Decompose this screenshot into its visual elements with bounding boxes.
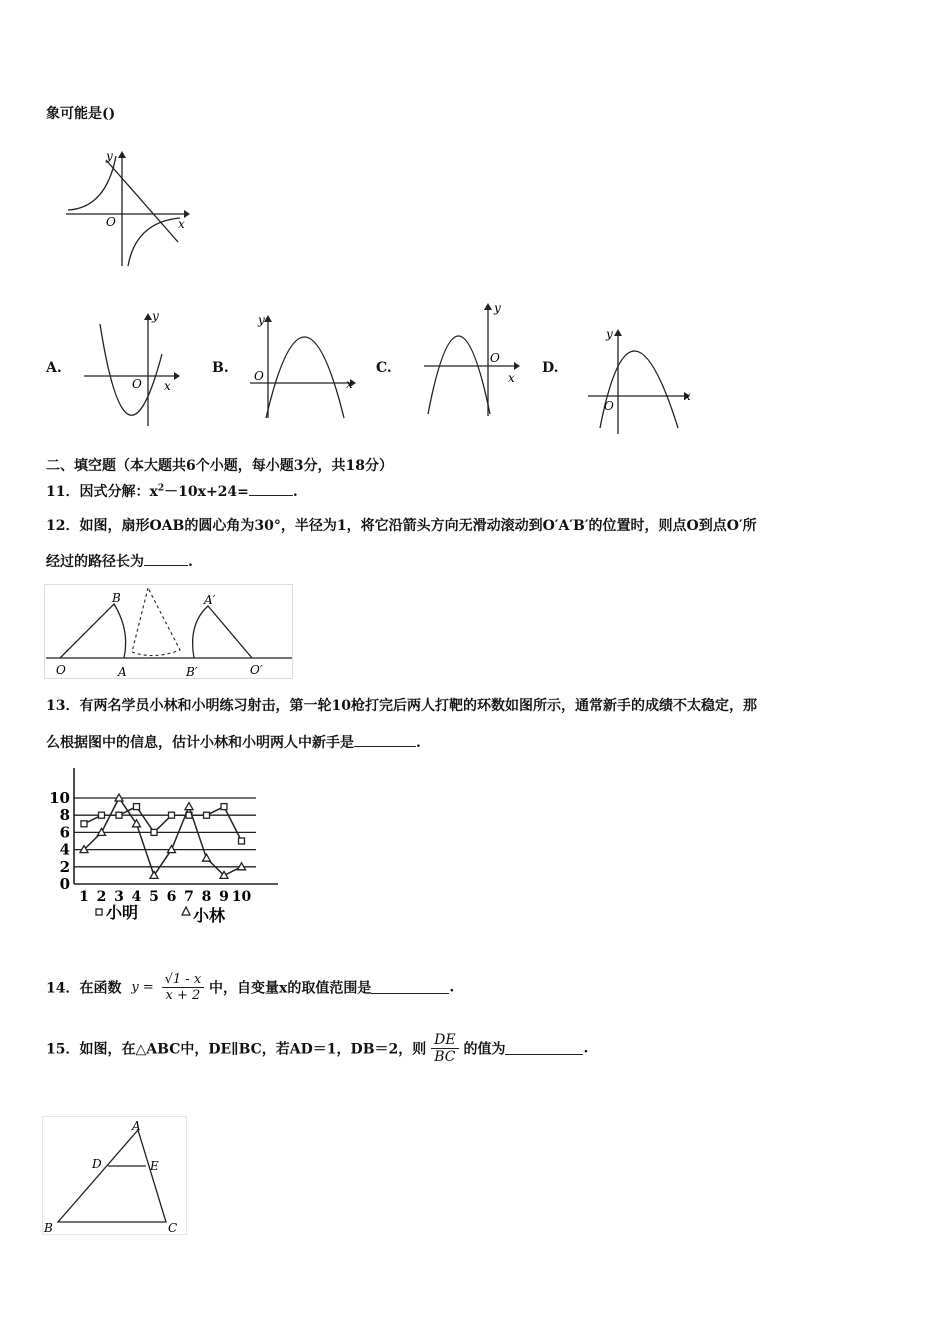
legend-label: 小明 <box>106 903 139 922</box>
y-tick-label: 0 <box>59 875 70 893</box>
series-line-0 <box>84 807 242 841</box>
function-numerator: √1 - x <box>162 972 205 988</box>
shooting-score-chart <box>46 766 286 932</box>
data-point-square <box>221 804 227 810</box>
x-tick-label: 2 <box>96 889 107 905</box>
svg-text:O: O <box>604 399 614 413</box>
svg-text:O: O <box>490 351 500 365</box>
option-a-label: A. <box>46 360 62 376</box>
fraction-denominator: BC <box>434 1049 456 1065</box>
y-tick-label: 2 <box>59 857 70 876</box>
q12-sector-figure <box>44 584 294 680</box>
y-tick-label: 4 <box>59 840 70 859</box>
legend-label: 小林 <box>193 906 226 925</box>
question-11: 11．因式分解：$x^2-10x+24=$ . <box>46 483 298 500</box>
svg-text:A: A <box>118 665 127 679</box>
question-15: 15．如图，在△ABC中，DE∥BC，若AD＝1，DB＝2，则 $\frac{DE}{BC}$ 的值为 . <box>46 1032 589 1065</box>
question-13-line1: 13．有两名学员小林和小明练习射击，第一轮10枪打完后两人打靶的环数如图所示，通常新手的成绩不太稳定，那 <box>46 698 757 714</box>
y-tick-label: 6 <box>59 823 70 842</box>
answer-blank <box>249 483 293 496</box>
svg-text:A′: A′ <box>204 593 216 607</box>
question-13-line2: 么根据图中的信息，估计小林和小明两人中新手是 . <box>46 735 421 751</box>
data-point-square <box>151 829 157 835</box>
svg-text:B: B <box>44 1221 53 1235</box>
answer-blank <box>505 1042 583 1055</box>
section-heading: 二、填空题（本大题共6个小题，每小题3分，共18分） <box>46 458 393 474</box>
x-tick-label: 1 <box>79 889 89 905</box>
option-d-label: D. <box>542 360 559 376</box>
svg-text:O: O <box>254 369 264 383</box>
option-c-graph <box>420 298 530 420</box>
data-point-square <box>169 812 175 818</box>
data-point-square <box>99 812 105 818</box>
option-a-graph <box>82 310 182 428</box>
svg-text:O: O <box>56 663 66 677</box>
svg-text:D: D <box>92 1157 102 1171</box>
x-tick-label: 6 <box>166 889 177 905</box>
legend-marker-square <box>96 909 102 915</box>
x-tick-label: 8 <box>201 889 212 905</box>
x-tick-label: 3 <box>114 889 124 905</box>
data-point-square <box>134 804 140 810</box>
q15-triangle-figure <box>42 1116 188 1236</box>
svg-text:A: A <box>132 1119 141 1133</box>
x-tick-label: 5 <box>149 889 159 905</box>
svg-text:B: B <box>112 591 121 605</box>
svg-text:C: C <box>168 1221 178 1235</box>
origin-label: O <box>106 215 116 229</box>
svg-text:B′: B′ <box>186 665 198 679</box>
svg-text:y: y <box>494 301 501 315</box>
option-c-label: C. <box>376 360 392 376</box>
svg-text:x: x <box>508 371 515 385</box>
answer-blank <box>371 981 449 994</box>
option-d-graph <box>584 324 698 436</box>
data-point-square <box>239 838 245 844</box>
svg-text:x: x <box>164 379 171 393</box>
data-point-square <box>116 812 122 818</box>
question-12-line2: 经过的路径长为 . <box>46 554 193 570</box>
x-tick-label: 9 <box>219 889 229 905</box>
svg-text:y: y <box>606 327 613 341</box>
answer-blank <box>354 734 416 747</box>
option-b-graph <box>246 310 360 420</box>
svg-text:E: E <box>150 1159 159 1173</box>
svg-text:O′: O′ <box>250 663 263 677</box>
x-tick-label: 7 <box>184 889 194 905</box>
function-denominator: x + 2 <box>165 988 201 1003</box>
data-point-square <box>81 821 87 827</box>
question-14: 14．在函数 y = $\frac{√1 - x}{x + 2}$ 中，自变量x的取值范围是 . <box>46 972 455 1003</box>
data-point-triangle <box>203 854 211 861</box>
y-tick-label: 8 <box>59 806 70 825</box>
x-tick-label: 10 <box>231 889 252 905</box>
answer-blank <box>144 553 188 566</box>
svg-text:y: y <box>152 310 159 323</box>
svg-text:O: O <box>132 377 142 391</box>
y-tick-label: 10 <box>49 789 70 807</box>
data-point-triangle <box>185 803 193 810</box>
axis-label-x: x <box>178 217 185 231</box>
svg-text:y: y <box>258 313 265 327</box>
question-12-line1: 12．如图，扇形OAB的圆心角为30°，半径为1，将它沿箭头方向无滑动滚动到O′A′B′的位置时，则点O到点O′所 <box>46 518 757 534</box>
question-fragment: 象可能是() <box>46 106 116 122</box>
option-b-label: B. <box>212 360 229 376</box>
axis-label-y: y <box>106 149 113 163</box>
data-point-square <box>204 812 210 818</box>
legend-marker-triangle <box>182 907 190 915</box>
fraction-numerator: DE <box>431 1032 458 1049</box>
svg-text:x: x <box>346 377 353 391</box>
q10-main-graph <box>62 148 192 270</box>
svg-text:x: x <box>684 389 691 403</box>
x-tick-label: 4 <box>131 889 142 905</box>
